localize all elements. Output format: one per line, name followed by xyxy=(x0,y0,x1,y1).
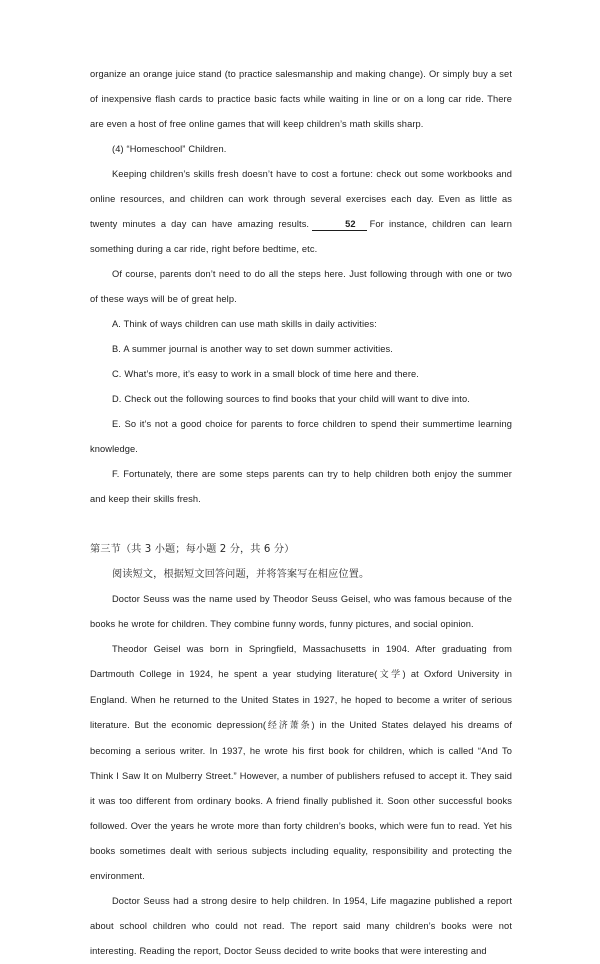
paragraph-math-skills: organize an orange juice stand (to practice salesmanship and making change). Or simply buy a set of inexpensive flash cards to practice basic facts while waiting in line or on a long car ride. There are even a host of free online games that will keep children’s math skills sharp. xyxy=(90,69,512,129)
passage-gloss-literature: 文学 xyxy=(377,670,403,680)
option-item-d: D. Check out the following sources to find books that your child will want to dive into. xyxy=(112,394,470,404)
paragraph-of-course: Of course, parents don’t need to do all the steps here. Just following through with one or two of these ways will be of great help. xyxy=(90,269,512,304)
passage-seg-text-3: ) in the United States delayed his dreams of becoming a serious writer. In 1937, he wrote his first book for children, which is called “And To Think I Saw It on Mulberry Street.” However, a number of publishers refused to accept it. They said it was too different from ordinary books. A friend finally published it. Soon other successful books followed. Over the years he wrote more than forty children’s books, which were fun to read. Yet his books sometimes dealt with serious subjects including equality, responsibility and protecting the environment. xyxy=(90,720,513,881)
passage-seg-text-2: ) at Oxford University in England. When he returned to the United States in 1927, he hoped to become a writer of serious literature. But the economic depression( xyxy=(90,669,512,730)
paragraph-keeping-skills-fresh xyxy=(90,162,512,262)
passage-seg-text-1: Theodor Geisel was born in Springfield, Massachusetts in 1904. After graduating from Dartmouth College in 1924, he spent a year studying literature( xyxy=(90,644,512,679)
option-item-e: E. So it’s not a good choice for parents to force children to spend their summertime learning knowledge. xyxy=(90,419,512,454)
option-item-b: B. A summer journal is another way to set down summer activities. xyxy=(112,344,393,354)
paragraph-text-before-blank: Keeping children’s skills fresh doesn’t have to cost a fortune: check out some workbooks and online resources, and children can work through several exercises each day. Even as little as twenty minutes a day can have amazing results. xyxy=(90,169,512,229)
option-item-f: F. Fortunately, there are some steps parents can try to help children both enjoy the summer and keep their skills fresh. xyxy=(90,469,512,504)
passage-gloss-depression: 经济萧条 xyxy=(266,721,312,731)
section-spacer xyxy=(90,512,512,537)
passage-paragraph-2 xyxy=(90,637,512,889)
section-instruction: 阅读短文，根据短文回答问题，并将答案写在相应位置。 xyxy=(112,569,370,580)
paragraph-homeschool-heading: (4) “Homeschool” Children. xyxy=(112,144,227,154)
passage-paragraph-3: Doctor Seuss had a strong desire to help children. In 1954, Life magazine published a report about school children who could not read. The report said many children’s books were not interesting. Reading the report, Doctor Seuss decided to write books that were interesting and xyxy=(90,896,512,956)
passage-paragraph-1: Doctor Seuss was the name used by Theodor Seuss Geisel, who was famous because of the books he wrote for children. They combine funny words, funny pictures, and social opinion. xyxy=(90,594,512,629)
answer-blank-52[interactable]: 52 xyxy=(312,219,367,231)
paragraph-text-after-blank: For instance, children can learn something during a car ride, right before bedtime, etc. xyxy=(90,219,512,254)
option-item-a: A. Think of ways children can use math skills in daily activities: xyxy=(112,319,377,329)
option-item-c: C. What’s more, it’s easy to work in a small block of time here and there. xyxy=(112,369,419,379)
section-heading-part-three: 第三节（共 3 小题；每小题 2 分，共 6 分） xyxy=(90,544,295,555)
document-text-column xyxy=(90,62,512,964)
